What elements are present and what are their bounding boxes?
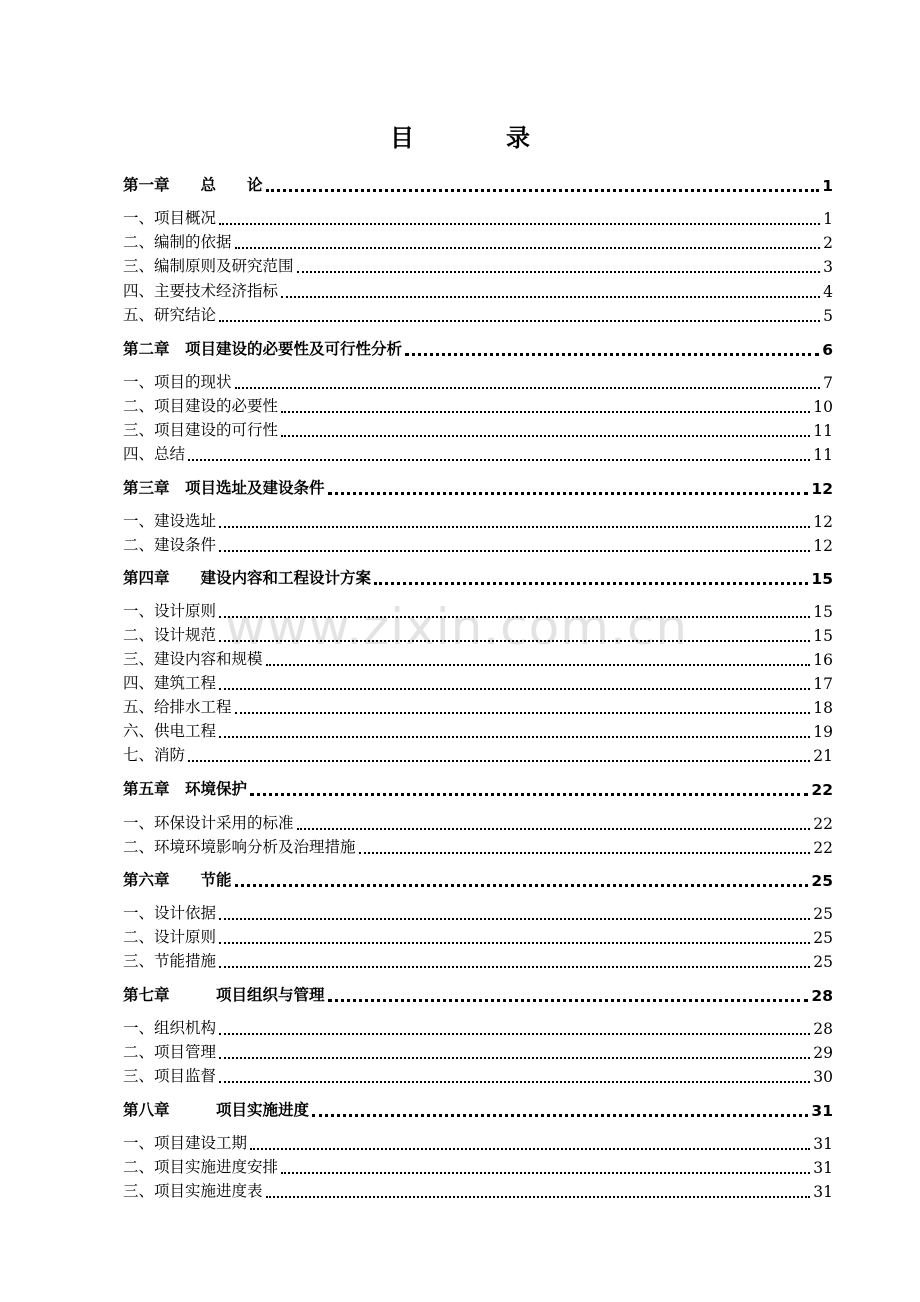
toc-entry-label: 三、建设内容和规模 (123, 650, 263, 668)
toc-leader-dots (235, 712, 811, 714)
toc-leader-dots (219, 616, 810, 618)
toc-leader-dots (235, 247, 821, 249)
toc-chapter-entry[interactable] (123, 777, 833, 799)
toc-page-number: 7 (823, 374, 833, 392)
toc-leader-dots (297, 828, 811, 830)
toc-entry-label: 一、设计原则 (123, 602, 217, 620)
toc-leader-dots (219, 223, 820, 225)
toc-entry-label: 四、建筑工程 (123, 674, 217, 692)
toc-leader-dots (250, 793, 808, 796)
toc-section-entry[interactable] (123, 442, 833, 464)
toc-page-number: 22 (813, 815, 833, 833)
toc-page-number: 30 (813, 1068, 833, 1086)
watermark: www.zixin.com.cn (225, 598, 689, 656)
toc-section-entry[interactable] (123, 303, 833, 325)
toc-page-number: 28 (811, 987, 833, 1005)
toc-chapter-entry[interactable] (123, 1098, 833, 1120)
toc-page-number: 31 (811, 1102, 833, 1120)
toc-page-number: 12 (811, 480, 833, 498)
toc-page-number: 1 (823, 210, 833, 228)
toc-leader-dots (328, 492, 809, 495)
toc-page-number: 31 (813, 1183, 833, 1201)
toc-entry-label: 三、项目建设的可行性 (123, 421, 279, 439)
toc-section-entry[interactable] (123, 695, 833, 717)
toc-leader-dots (312, 1114, 808, 1117)
toc-leader-dots (405, 353, 819, 356)
toc-entry-label: 一、建设选址 (123, 512, 217, 530)
toc-page-number: 29 (813, 1044, 833, 1062)
toc-entry-label: 一、组织机构 (123, 1019, 217, 1037)
toc-page-number: 28 (813, 1020, 833, 1038)
toc-page-number: 11 (813, 422, 833, 440)
toc-entry-label: 二、项目管理 (123, 1043, 217, 1061)
toc-entry-label: 第七章 项目组织与管理 (123, 986, 325, 1004)
toc-entry-label: 二、设计原则 (123, 928, 217, 946)
toc-leader-dots (359, 852, 811, 854)
toc-page-number: 4 (823, 283, 833, 301)
toc-leader-dots (266, 189, 820, 192)
toc-entry-label: 二、项目实施进度安排 (123, 1158, 279, 1176)
toc-section-entry[interactable] (123, 394, 833, 416)
toc-leader-dots (297, 271, 821, 273)
toc-page-number: 11 (813, 446, 833, 464)
toc-page-number: 15 (813, 603, 833, 621)
toc-entry-label: 三、项目实施进度表 (123, 1182, 263, 1200)
toc-section-entry[interactable] (123, 901, 833, 923)
toc-leader-dots (219, 550, 810, 552)
toc-leader-dots (281, 435, 810, 437)
toc-section-entry[interactable] (123, 279, 833, 301)
toc-leader-dots (266, 664, 811, 666)
toc-page-number: 10 (813, 398, 833, 416)
toc-entry-label: 第二章 项目建设的必要性及可行性分析 (123, 340, 403, 358)
toc-page-number: 21 (813, 747, 833, 765)
toc-entry-label: 第一章 总 论 (123, 176, 263, 194)
toc-leader-dots (266, 1196, 811, 1198)
toc-leader-dots (219, 640, 810, 642)
toc-leader-dots (235, 884, 809, 887)
toc-entry-label: 二、编制的依据 (123, 233, 232, 251)
toc-section-entry[interactable] (123, 1016, 833, 1038)
toc-leader-dots (281, 411, 810, 413)
toc-leader-dots (188, 760, 810, 762)
toc-section-entry[interactable] (123, 509, 833, 531)
toc-page-number: 16 (813, 651, 833, 669)
toc-chapter-entry[interactable] (123, 173, 833, 195)
toc-page-number: 22 (813, 839, 833, 857)
toc-chapter-entry[interactable] (123, 868, 833, 890)
toc-section-entry[interactable] (123, 835, 833, 857)
toc-page-number: 18 (813, 699, 833, 717)
toc-page-number: 15 (813, 627, 833, 645)
toc-chapter-entry[interactable] (123, 337, 833, 359)
toc-page-number: 12 (813, 537, 833, 555)
toc-page-number: 31 (813, 1135, 833, 1153)
toc-page-number: 22 (811, 781, 833, 799)
toc-page-number: 25 (813, 929, 833, 947)
toc-entry-label: 二、环境环境影响分析及治理措施 (123, 838, 356, 856)
toc-section-entry[interactable] (123, 811, 833, 833)
toc-entry-label: 二、项目建设的必要性 (123, 397, 279, 415)
toc-section-entry[interactable] (123, 230, 833, 252)
toc-section-entry[interactable] (123, 949, 833, 971)
toc-entry-label: 三、节能措施 (123, 952, 217, 970)
toc-page-number: 2 (823, 234, 833, 252)
toc-leader-dots (235, 387, 821, 389)
toc-page-number: 1 (822, 177, 833, 195)
toc-section-entry[interactable] (123, 719, 833, 741)
toc-leader-dots (219, 918, 810, 920)
toc-section-entry[interactable] (123, 623, 833, 645)
toc-leader-dots (219, 688, 810, 690)
toc-chapter-entry[interactable] (123, 566, 833, 588)
toc-page-number: 25 (811, 872, 833, 890)
toc-leader-dots (250, 1148, 810, 1150)
toc-section-entry[interactable] (123, 533, 833, 555)
toc-section-entry[interactable] (123, 1040, 833, 1062)
toc-page-number: 25 (813, 905, 833, 923)
toc-page-number: 5 (823, 307, 833, 325)
toc-page-number: 3 (823, 258, 833, 276)
toc-entry-label: 三、项目监督 (123, 1067, 217, 1085)
toc-page-number: 19 (813, 723, 833, 741)
toc-leader-dots (188, 459, 810, 461)
toc-entry-label: 一、环保设计采用的标准 (123, 814, 294, 832)
toc-entry-label: 一、项目的现状 (123, 373, 232, 391)
toc-entry-label: 七、消防 (123, 746, 186, 764)
toc-entry-label: 第八章 项目实施进度 (123, 1101, 310, 1119)
toc-section-entry[interactable] (123, 647, 833, 669)
toc-entry-label: 五、研究结论 (123, 306, 217, 324)
toc-entry-label: 第六章 节能 (123, 871, 232, 889)
toc-entry-label: 六、供电工程 (123, 722, 217, 740)
toc-section-entry[interactable] (123, 599, 833, 621)
toc-page-number: 25 (813, 953, 833, 971)
toc-leader-dots (281, 296, 820, 298)
toc-leader-dots (328, 999, 809, 1002)
toc-leader-dots (281, 1172, 810, 1174)
toc-section-entry[interactable] (123, 1131, 833, 1153)
toc-chapter-entry[interactable] (123, 476, 833, 498)
toc-entry-label: 第四章 建设内容和工程设计方案 (123, 569, 372, 587)
toc-section-entry[interactable] (123, 1155, 833, 1177)
toc-entry-label: 一、设计依据 (123, 904, 217, 922)
toc-leader-dots (219, 1081, 810, 1083)
toc-entry-label: 一、项目建设工期 (123, 1134, 248, 1152)
toc-page-number: 6 (822, 341, 833, 359)
toc-page-number: 17 (813, 675, 833, 693)
toc-leader-dots (219, 966, 810, 968)
toc-leader-dots (219, 1033, 810, 1035)
toc-chapter-entry[interactable] (123, 983, 833, 1005)
toc-entry-label: 第三章 项目选址及建设条件 (123, 479, 325, 497)
toc-leader-dots (219, 736, 810, 738)
toc-leader-dots (219, 1057, 810, 1059)
toc-entry-label: 四、主要技术经济指标 (123, 282, 279, 300)
toc-page-number: 15 (811, 570, 833, 588)
toc-section-entry[interactable] (123, 1179, 833, 1201)
toc-section-entry[interactable] (123, 1064, 833, 1086)
toc-entry-label: 五、给排水工程 (123, 698, 232, 716)
toc-page-number: 31 (813, 1159, 833, 1177)
toc-entry-label: 第五章 环境保护 (123, 780, 248, 798)
toc-section-entry[interactable] (123, 206, 833, 228)
toc-leader-dots (219, 320, 820, 322)
toc-entry-label: 一、项目概况 (123, 209, 217, 227)
toc-leader-dots (219, 942, 810, 944)
toc-leader-dots (374, 582, 808, 585)
toc-leader-dots (219, 526, 810, 528)
toc-section-entry[interactable] (123, 743, 833, 765)
toc-entry-label: 二、建设条件 (123, 536, 217, 554)
toc-page-number: 12 (813, 513, 833, 531)
toc-section-entry[interactable] (123, 370, 833, 392)
toc-entry-label: 三、编制原则及研究范围 (123, 257, 294, 275)
toc-section-entry[interactable] (123, 418, 833, 440)
toc-section-entry[interactable] (123, 925, 833, 947)
page-title: 目 录 (390, 124, 564, 152)
toc-entry-label: 四、总结 (123, 445, 186, 463)
toc-entry-label: 二、设计规范 (123, 626, 217, 644)
toc-section-entry[interactable] (123, 254, 833, 276)
toc-section-entry[interactable] (123, 671, 833, 693)
